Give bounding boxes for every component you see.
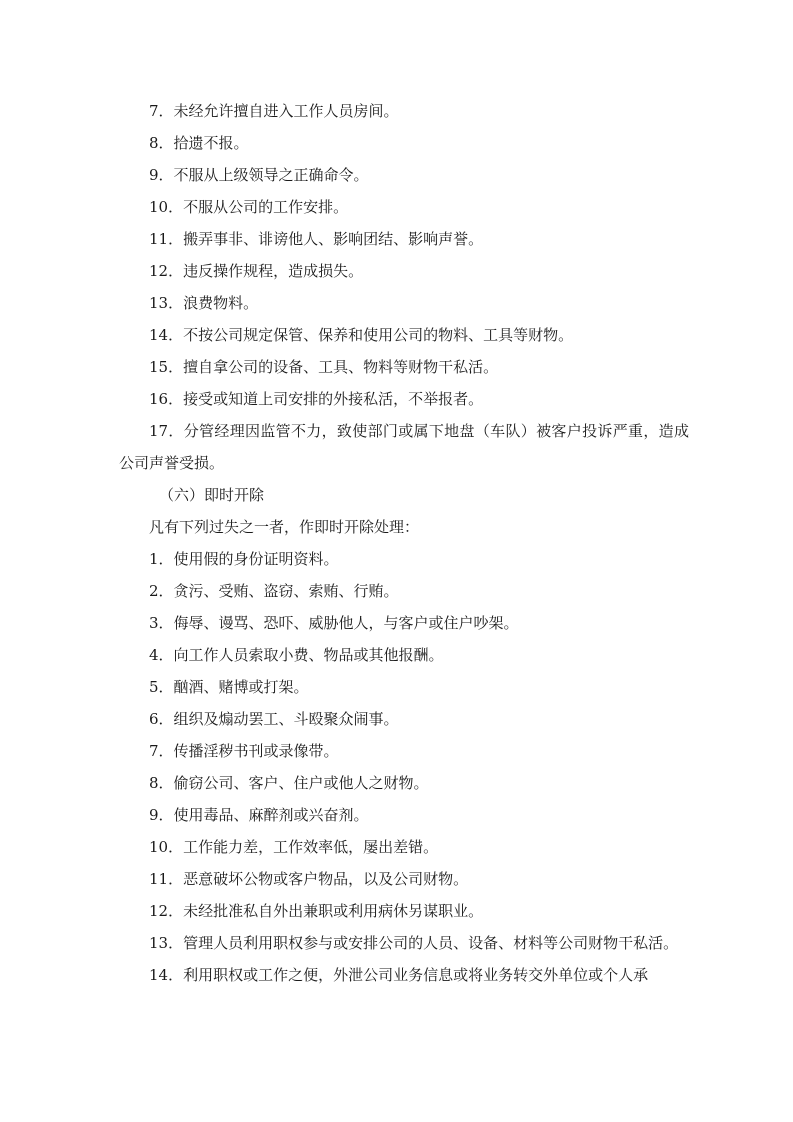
list-item: 7．未经允许擅自进入工作人员房间。 (149, 102, 399, 120)
list-item-17: 17．分管经理因监管不力，致使部门或属下地盘（车队）被客户投诉严重，造成公司声誉受损。 (119, 422, 689, 472)
list-item: 12．违反操作规程，造成损失。 (149, 262, 364, 280)
list-item: 6．组织及煽动罢工、斗殴聚众闹事。 (149, 710, 399, 728)
list-item: 12．未经批准私自外出兼职或利用病休另谋职业。 (149, 902, 484, 920)
list-item: 8．偷窃公司、客户、住户或他人之财物。 (149, 774, 429, 792)
list-item: 7．传播淫秽书刊或录像带。 (149, 742, 339, 760)
list-item: 2．贪污、受贿、盗窃、索贿、行贿。 (149, 582, 399, 600)
list-item: 8．拾遗不报。 (149, 134, 249, 152)
list-item-b13: 13．管理人员利用职权参与或安排公司的人员、设备、材料等公司财物干私活。 (149, 934, 679, 952)
list-item: 4．向工作人员索取小费、物品或其他报酬。 (149, 646, 444, 664)
list-item: 9．使用毒品、麻醉剂或兴奋剂。 (149, 806, 369, 824)
list-item: 3．侮辱、谩骂、恐吓、威胁他人，与客户或住户吵架。 (149, 614, 519, 632)
list-item: 1．使用假的身份证明资料。 (149, 550, 339, 568)
list-item: 5．酗酒、赌博或打架。 (149, 678, 309, 696)
list-item: 11．恶意破坏公物或客户物品，以及公司财物。 (149, 870, 469, 888)
list-item: 15．擅自拿公司的设备、工具、物料等财物干私活。 (149, 358, 499, 376)
list-item: 10．不服从公司的工作安排。 (149, 198, 349, 216)
list-item: 16．接受或知道上司安排的外接私活，不举报者。 (149, 390, 484, 408)
list-item: 11．搬弄事非、诽谤他人、影响团结、影响声誉。 (149, 230, 484, 248)
document-body (119, 95, 689, 991)
list-item: 9．不服从上级领导之正确命令。 (149, 166, 369, 184)
list-item: 10．工作能力差，工作效率低，屡出差错。 (149, 838, 439, 856)
list-item-b14: 14．利用职权或工作之便，外泄公司业务信息或将业务转交外单位或个人承 (149, 966, 649, 984)
section-heading: （六）即时开除 (159, 486, 265, 504)
list-item: 13．浪费物料。 (149, 294, 259, 312)
list-item: 14．不按公司规定保管、保养和使用公司的物料、工具等财物。 (149, 326, 574, 344)
section-intro: 凡有下列过失之一者，作即时开除处理： (149, 518, 420, 536)
